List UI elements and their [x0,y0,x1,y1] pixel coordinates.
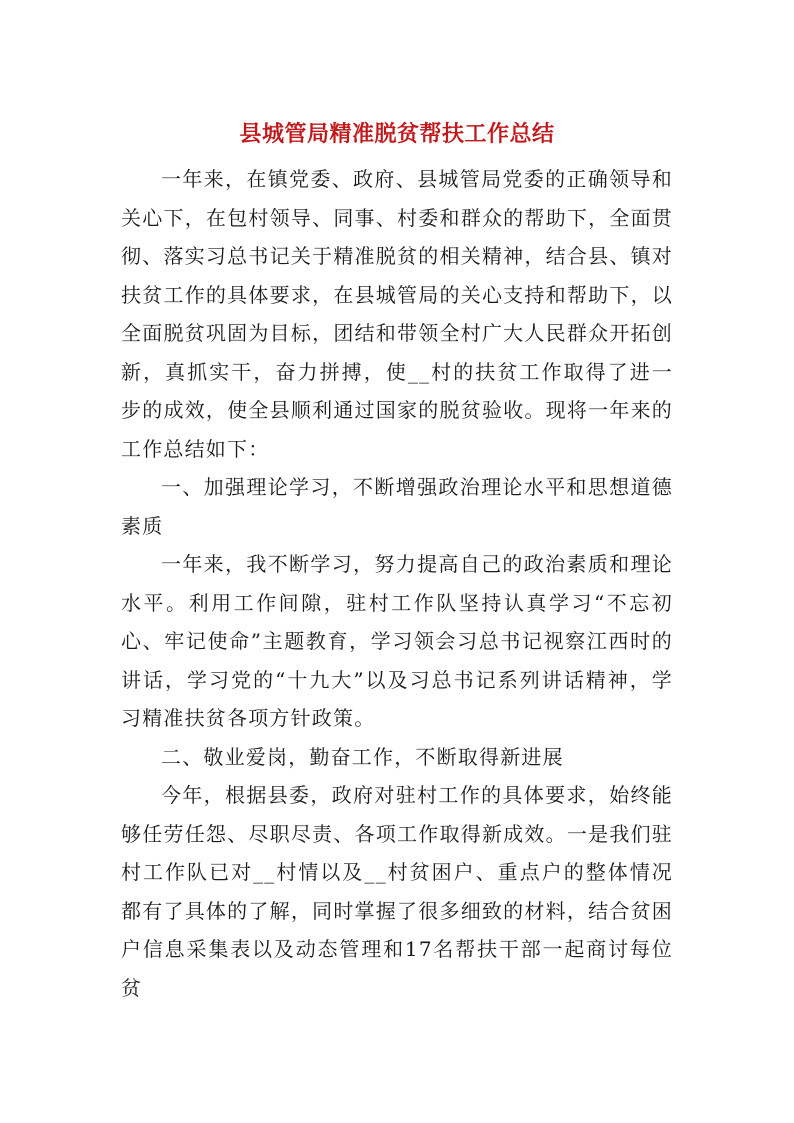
paragraph-intro: 一年来，在镇党委、政府、县城管局党委的正确领导和关心下，在包村领导、同事、村委和群众的帮助下，全面贯彻、落实习总书记关于精准脱贫的相关精神，结合县、镇对扶贫工作的具体要求，在县城管局的关心支持和帮助下，以全面脱贫巩固为目标，团结和带领全村广大人民群众开拓创新，真抓实干，奋力拼搏，使__村的扶贫工作取得了进一步的成效，使全县顺利通过国家的脱贫验收。现将一年来的工作总结如下： [121,167,673,461]
paragraph-theory-study: 一年来，我不断学习，努力提高自己的政治素质和理论水平。利用工作间隙，驻村工作队坚持认真学习“不忘初心、牢记使命”主题教育，学习领会习总书记视察江西时的讲话，学习党的“十九大”以及习总书记系列讲话精神，学习精准扶贫各项方针政策。 [121,552,673,730]
section-heading-1: 一、加强理论学习，不断增强政治理论水平和思想道德素质 [121,475,673,538]
paragraph-work-progress: 今年，根据县委，政府对驻村工作的具体要求，始终能够任劳任怨、尽职尽责、各项工作取得新成效。一是我们驻村工作队已对__村情以及__村贫困户、重点户的整体情况都有了具体的了解，同时掌握了很多细致的材料，结合贫困户信息采集表以及动态管理和17名帮扶干部一起商讨每位贫 [121,783,673,1000]
section-heading-2: 二、敬业爱岗，勤奋工作，不断取得新进展 [161,744,564,769]
document-title: 县城管局精准脱贫帮扶工作总结 [239,120,555,147]
document-body [121,160,673,1007]
